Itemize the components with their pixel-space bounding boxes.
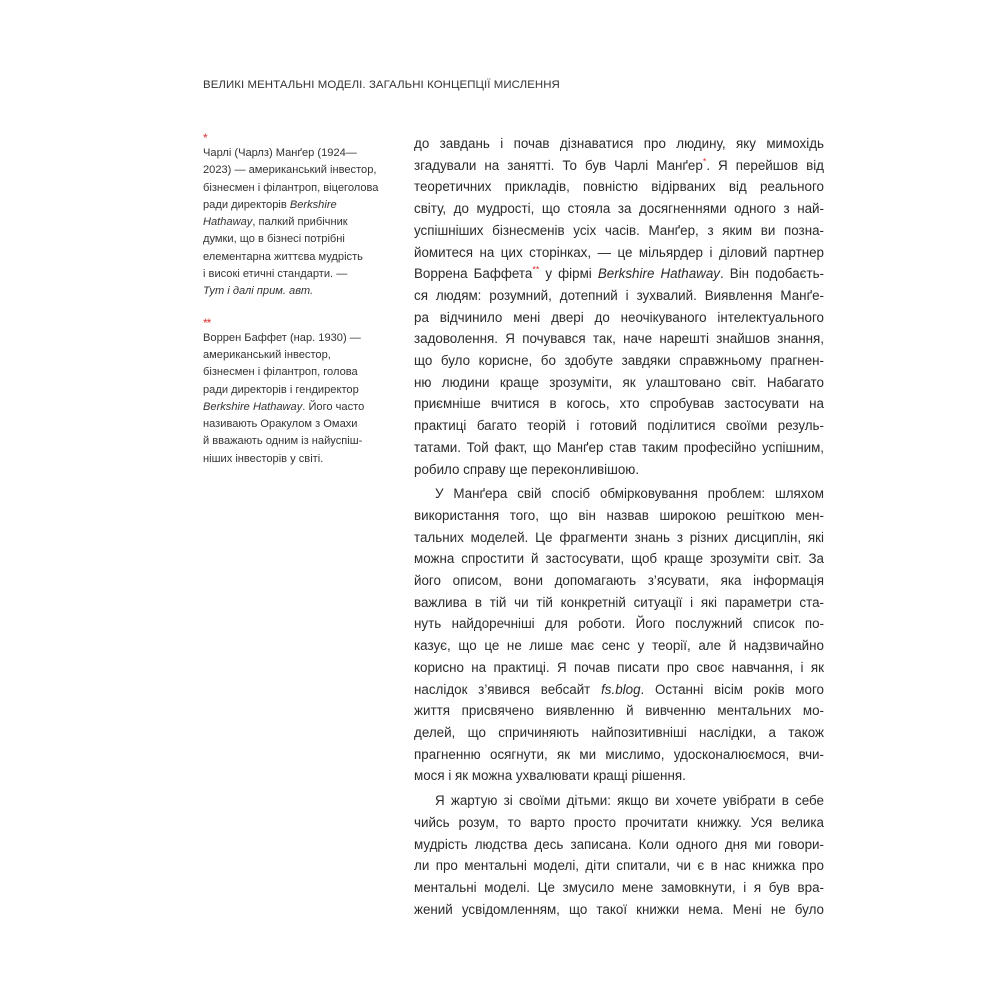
paragraph bbox=[414, 483, 824, 787]
text-line: його описом, вони допомагають з’ясувати, яка інформація bbox=[414, 573, 824, 589]
footnote-line: називають Оракулом з Омахи bbox=[203, 418, 358, 431]
text-line: робило справу ще переконливішою. bbox=[414, 461, 640, 477]
text-line: життя присвячено виявленню й вивченню ментальних мо- bbox=[414, 703, 824, 719]
text-line bbox=[414, 155, 824, 177]
footnote-buffett bbox=[203, 316, 383, 468]
text-line: задоволення. Я почувався так, наче нарешті знайшов знання, bbox=[414, 331, 824, 347]
text-line: теоретичних прикладів, повністю відірваних від реального bbox=[414, 179, 824, 195]
company-name: Berkshire Hathaway bbox=[597, 266, 720, 282]
footnote-line: американський інвестор, bbox=[203, 348, 331, 361]
text-line: приємніше вчитися в когось, хто спробував застосувати на bbox=[414, 396, 824, 412]
text-segment: у фірмі bbox=[539, 266, 598, 282]
text-line: мудрість людства десь записана. Коли одного дня ми говори- bbox=[414, 836, 824, 852]
running-head: ВЕЛИКІ МЕНТАЛЬНІ МОДЕЛІ. ЗАГАЛЬНІ КОНЦЕПЦІЇ МИСЛЕННЯ bbox=[203, 79, 560, 91]
text-segment: згадували на занятті. То був Чарлі Манґер bbox=[414, 157, 703, 173]
text-segment: Воррена Баффета bbox=[414, 266, 533, 282]
text-segment: . Я перейшов від bbox=[706, 157, 824, 173]
text-line: до завдань і почав дізнаватися про людину, яку мимохідь bbox=[414, 136, 824, 151]
text-line: успішніших бізнесменів усіх часів. Манґер, з яким ви позна- bbox=[414, 222, 824, 238]
text-line: важлива в тій чи тій конкретній ситуації і які параметри ста- bbox=[414, 594, 824, 610]
footnote-line: ніших інвесторів у світі. bbox=[203, 452, 324, 465]
text-line: ра відчинило мені двері до неочікуваного інтелектуального bbox=[414, 309, 824, 325]
text-segment: . Останні вісім років мого bbox=[640, 681, 824, 697]
footnote-line: і високі етичні стандарти. — bbox=[203, 268, 348, 281]
footnote-line: 2023) — американський інвестор, bbox=[203, 164, 377, 177]
text-line: У Манґера свій спосіб обмірковування проблем: шляхом bbox=[435, 486, 824, 502]
footnote-line: думки, що в бізнесі потрібні bbox=[203, 233, 345, 246]
footnote-line bbox=[203, 197, 383, 214]
text-line bbox=[414, 263, 824, 285]
text-line: Я жартую зі своїми дітьми: якщо ви хочете увібрати в себе bbox=[435, 793, 824, 809]
text-line: казує, що це не лише має сенс у теорії, але й надзвичайно bbox=[414, 638, 824, 654]
text-line: ментальні моделі. Це змусило мене замовкнути, і я був вра- bbox=[414, 879, 824, 895]
footnote-text: Hathaway, палкий прибічник bbox=[203, 216, 348, 229]
text-line: використання того, що він назвав широкою решіткою мен- bbox=[414, 507, 824, 523]
company-name: Berkshire Hathaway bbox=[203, 400, 303, 413]
footnote-text: Berkshire Hathaway. Його часто bbox=[203, 400, 365, 413]
footnote-line bbox=[203, 214, 383, 231]
website-link[interactable]: fs.blog bbox=[601, 681, 641, 697]
text-segment: . Він подобаєть- bbox=[720, 266, 825, 282]
footnote-line: елементарна життєва мудрість bbox=[203, 250, 363, 263]
footnote-line: бізнесмен і філантроп, віцеголова bbox=[203, 181, 379, 194]
text-line: прагненню осягнути, як ми мислимо, удосконалюємося, вчи- bbox=[414, 746, 824, 762]
footnotes-column bbox=[203, 131, 383, 483]
footnote-line: й вважають одним із найуспіш- bbox=[203, 435, 363, 448]
text-line: делей, що спричиняють найпозитивніші наслідки, а також bbox=[414, 724, 824, 740]
footnote-line bbox=[203, 399, 383, 416]
company-name: Hathaway bbox=[203, 216, 253, 229]
footnote-mark: ** bbox=[203, 315, 211, 330]
main-text bbox=[414, 133, 824, 920]
paragraph bbox=[414, 790, 824, 920]
text-line: жений усвідомленням, що такої книжки нема. Мені не було bbox=[414, 901, 824, 917]
footnote-mark: * bbox=[203, 131, 207, 145]
text-line: чийсь розум, то варто просто прочитати книжку. Уся велика bbox=[414, 814, 824, 830]
footnote-munger bbox=[203, 131, 383, 301]
text-segment: наслідок з’явився вебсайт bbox=[414, 681, 591, 697]
footnote-line: Воррен Баффет (нар. 1930) — bbox=[203, 331, 361, 344]
footnote-line: ради директорів і гендиректор bbox=[203, 383, 359, 396]
footnote-text: ради директорів Berkshire bbox=[203, 198, 337, 211]
text-line: ню людини краще зрозуміти, як улаштовано світ. Набагато bbox=[414, 374, 824, 390]
text-line: ся людям: розумний, дотепний і зухвалий. Виявлення Манґе- bbox=[414, 287, 824, 303]
text-line: татами. Той факт, що Манґер став таким професійно успішним, bbox=[414, 439, 824, 455]
text-line: нуть найдоречніші для роботи. Його послужний список по- bbox=[414, 616, 824, 632]
text-line: тальних моделей. Це фрагменти знань з різних дисциплін, які bbox=[414, 529, 824, 545]
text-line: що було корисне, бо здобуте завдяки справжньому прагнен- bbox=[414, 353, 824, 369]
company-name: Berkshire bbox=[289, 198, 337, 211]
footnote-ref[interactable]: ** bbox=[532, 264, 540, 275]
text-line: можна спростити й застосувати, щоб краще зрозуміти світ. За bbox=[414, 551, 824, 567]
text-line: корисно на практиці. Я почав писати про своє навчання, і як bbox=[414, 659, 824, 675]
text-line: світу, до мудрості, що стояла за досягненнями одного з най- bbox=[414, 201, 824, 217]
text-line bbox=[414, 679, 824, 701]
text-line: мося і як можна ухвалювати кращі рішення. bbox=[414, 768, 686, 784]
footnote-line: Тут і далі прим. авт. bbox=[203, 285, 314, 298]
paragraph bbox=[414, 133, 824, 480]
text-line: йомитеся на цих сторінках, — це мільярдер і діловий партнер bbox=[414, 244, 824, 260]
text-line: ли про ментальні моделі, діти спитали, чи є в нас книжка про bbox=[414, 858, 824, 874]
footnote-line: бізнесмен і філантроп, голова bbox=[203, 366, 358, 379]
footnote-ref[interactable]: * bbox=[702, 156, 707, 167]
footnote-line: Чарлі (Чарлз) Манґер (1924— bbox=[203, 147, 357, 159]
text-line: практиці багато теорій і готовий поділитися своїми резуль- bbox=[414, 418, 824, 434]
